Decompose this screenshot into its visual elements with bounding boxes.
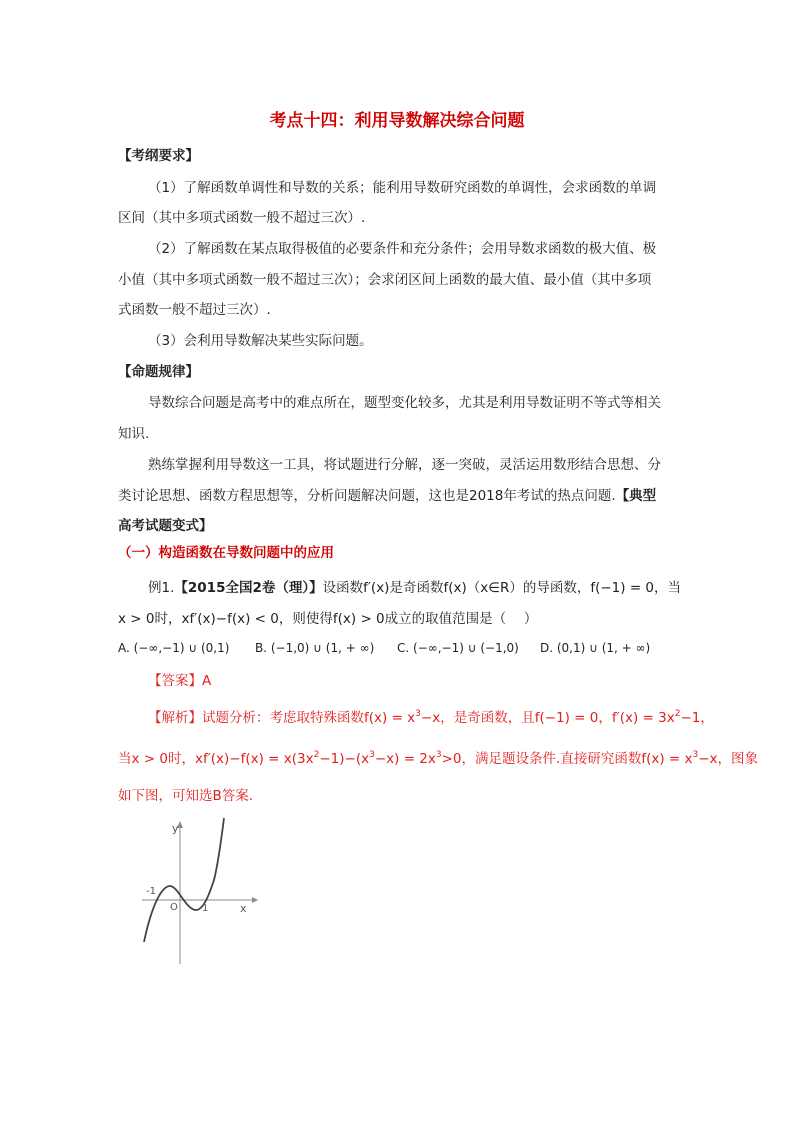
analysis-text-1c: −1， (680, 710, 714, 726)
option-b: B. (−1,0) ∪ (1, + ∞) (255, 641, 375, 655)
typical-questions-heading-start: 【典型 (615, 488, 657, 504)
tick-label-neg-one: -1 (146, 886, 156, 897)
example-number: 例1. (148, 580, 175, 596)
cubic-function-graph (140, 814, 260, 966)
analysis-text-2d: >0，满足题设条件.直接研究函数f(x) = x (441, 751, 693, 767)
requirement-2-line-2: 小值（其中多项式函数一般不超过三次）；会求闭区间上函数的最大值、最小值（其中多项 (118, 272, 652, 288)
subsection-heading: （一）构造函数在导数问题中的应用 (118, 545, 334, 561)
section-heading-requirements: 【考纲要求】 (118, 148, 199, 164)
requirement-2-line-1: （2）了解函数在某点取得极值的必要条件和充分条件；会用导数求函数的极大值、极 (148, 241, 657, 257)
example-source: 【2015全国2卷（理）】 (174, 580, 323, 596)
analysis-text-2e: −x，图象 (698, 751, 759, 767)
requirement-3: （3）会利用导数解决某些实际问题。 (148, 333, 373, 349)
typical-questions-heading-end: 高考试题变式】 (118, 518, 213, 534)
section-heading-rules: 【命题规律】 (118, 364, 199, 380)
origin-label: O (170, 902, 178, 913)
analysis-sup: 3 (692, 750, 699, 760)
analysis-line-3: 如下图，可知选B答案. (118, 788, 254, 804)
y-axis-label: y (172, 822, 179, 835)
analysis-sup: 3 (369, 750, 375, 760)
analysis-sup: 2 (313, 750, 320, 760)
analysis-sup: 3 (415, 709, 421, 719)
analysis-line-2 (118, 749, 758, 769)
answer-label: 【答案】 (148, 673, 202, 689)
analysis-text-1a: 试题分析：考虑取特殊函数f(x) = x (202, 710, 416, 726)
requirement-1-line-2: 区间（其中多项式函数一般不超过三次）. (118, 210, 366, 226)
page-title: 考点十四：利用导数解决综合问题 (269, 111, 525, 131)
rules-paragraph-2-line-2 (118, 486, 656, 506)
analysis-text-2a: 当x > 0时，xf′(x)−f(x) = x(3x (118, 751, 314, 767)
rules-paragraph-2-line-1: 熟练掌握利用导数这一工具，将试题进行分解，逐一突破，灵活运用数形结合思想、分 (148, 457, 661, 473)
option-c: C. (−∞,−1) ∪ (−1,0) (397, 641, 519, 655)
tick-label-one: 1 (202, 903, 209, 914)
answer-value: A (202, 673, 212, 689)
analysis-text-2b: −1)−(x (319, 751, 370, 767)
rules-paragraph-2-text: 类讨论思想、函数方程思想等，分析问题解决问题，这也是2018年考试的热点问题. (118, 488, 616, 504)
example-text-1: 设函数f′(x)是奇函数f(x)（x∈R）的导函数，f(−1) = 0，当 (322, 580, 682, 596)
example-line-1 (148, 578, 681, 598)
requirement-1-line-1: （1）了解函数单调性和导数的关系；能利用导数研究函数的单调性，会求函数的单调 (148, 180, 657, 196)
rules-paragraph-1-line-2: 知识. (118, 426, 150, 442)
requirement-2-line-3: 式函数一般不超过三次）. (118, 302, 271, 318)
option-d: D. (0,1) ∪ (1, + ∞) (540, 641, 651, 655)
analysis-sup: 2 (674, 709, 681, 719)
analysis-line-1 (148, 708, 714, 728)
example-line-2: x > 0时，xf′(x)−f(x) < 0，则使得f(x) > 0成立的取值范围是（ ） (118, 611, 538, 627)
x-axis-label: x (240, 902, 247, 915)
x-axis-arrow (252, 897, 258, 903)
answer-line (148, 671, 211, 691)
analysis-text-1b: −x，是奇函数，且f(−1) = 0，f′(x) = 3x (420, 710, 675, 726)
analysis-sup: 3 (435, 750, 442, 760)
analysis-text-2c: −x) = 2x (374, 751, 436, 767)
curve-y-equals-x-cubed-minus-x (144, 818, 224, 942)
analysis-label: 【解析】 (148, 710, 202, 726)
rules-paragraph-1-line-1: 导数综合问题是高考中的难点所在，题型变化较多，尤其是利用导数证明不等式等相关 (148, 395, 661, 411)
option-a: A. (−∞,−1) ∪ (0,1) (118, 641, 230, 655)
